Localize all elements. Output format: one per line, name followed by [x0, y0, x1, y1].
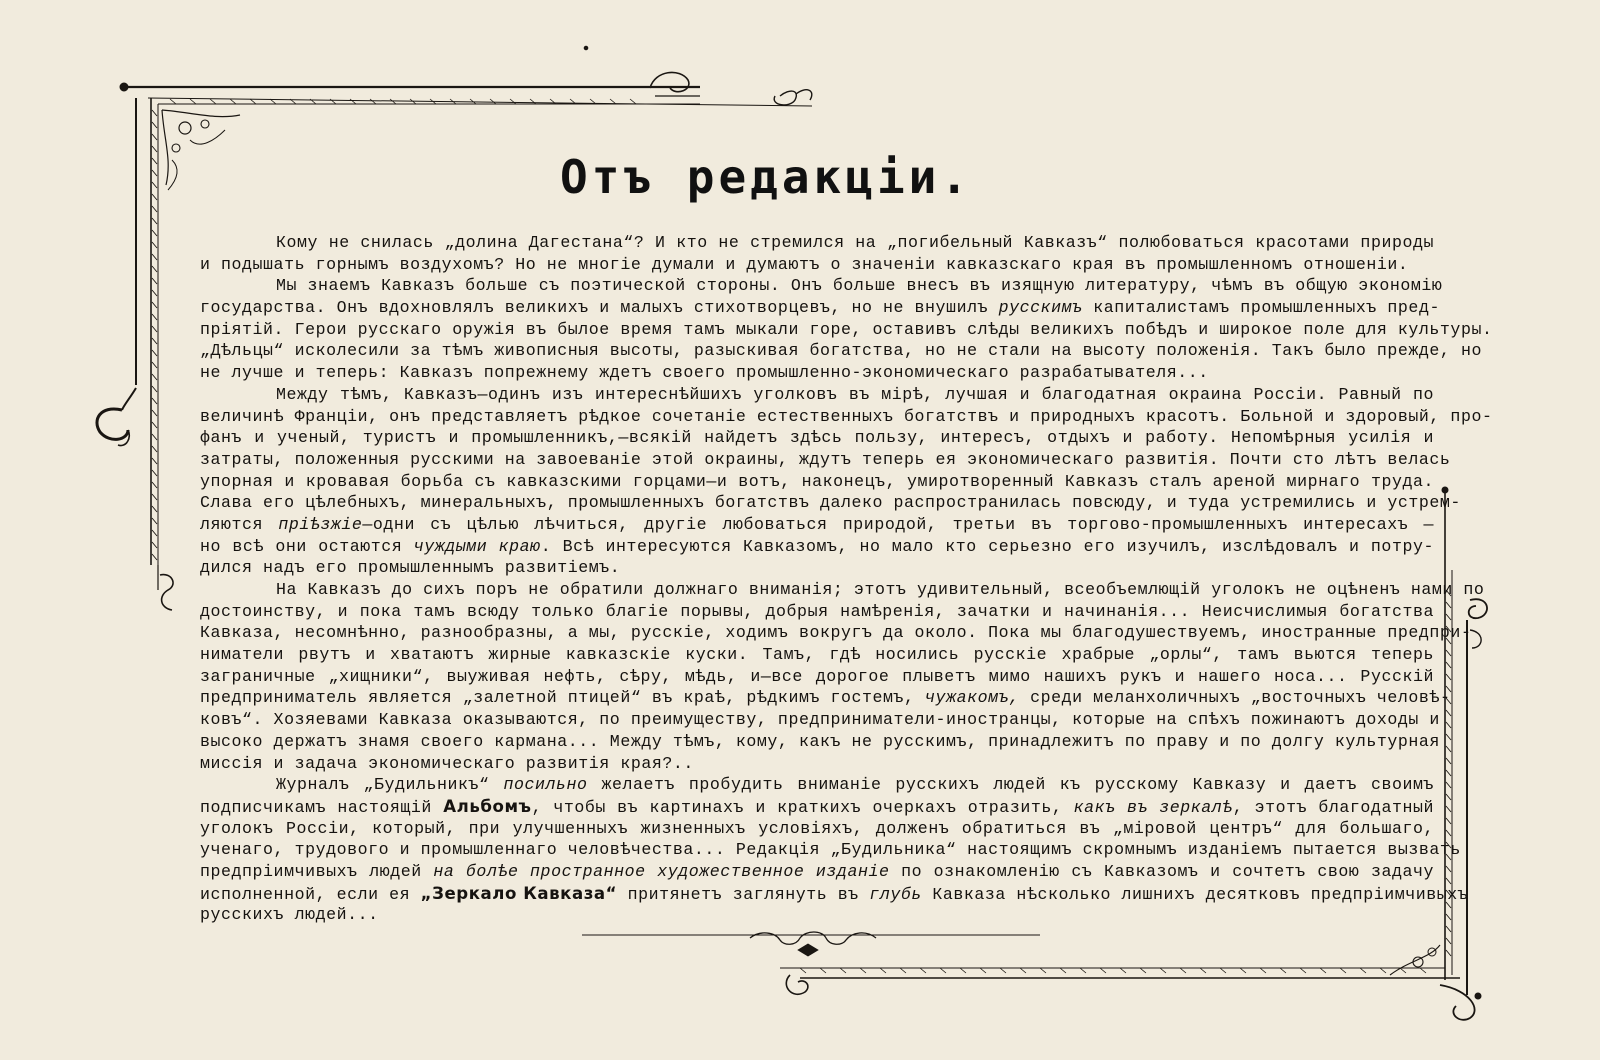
- text-segment: но всѣ они остаются: [200, 536, 414, 556]
- text-line: [200, 340, 1482, 362]
- text-segment: притянетъ заглянуть въ: [617, 884, 870, 904]
- text-segment: ниматели рвутъ и хватаютъ жирные кавказскіе куски. Тамъ, гдѣ носились русскіе храбрые „орлы“, тамъ вьются теперь: [200, 645, 1434, 665]
- emphasized-text: чужакомъ,: [925, 688, 1020, 708]
- text-segment: ковъ“. Хозяевами Кавказа оказываются, по преимуществу, предприниматели-иностранцы, которые на спѣхъ пожинаютъ доходы и: [200, 710, 1440, 730]
- emphasized-text: глубь: [869, 884, 922, 904]
- text-segment: пріятій. Герои русскаго оружія въ былое время тамъ мыкали горе, оставивъ слѣды великихъ побѣдъ и широкое поле для культуры.: [200, 319, 1493, 339]
- text-line: [200, 514, 1434, 536]
- text-line: [200, 536, 1434, 558]
- text-segment: —одни съ цѣлью лѣчиться, другіе любоваться природой, третьи въ торгово-промышленныхъ интересахъ —: [362, 514, 1435, 534]
- text-line: [200, 297, 1440, 319]
- text-line: [200, 818, 1434, 840]
- emphasized-text: на болѣе пространное художественное изданіе: [433, 861, 890, 881]
- text-segment: подписчикамъ настоящій: [200, 797, 444, 817]
- text-line: [200, 384, 1434, 406]
- text-segment: русскихъ людей...: [200, 905, 379, 925]
- text-line: [200, 579, 1485, 601]
- text-segment: заграничные „хищники“, выуживая нефть, сѣру, мѣдь, и—все дорогое плыветъ мимо нашихъ рукъ и нашего носа... Русскій: [200, 666, 1434, 686]
- text-line: [200, 449, 1451, 471]
- text-segment: , этотъ благодатный: [1232, 797, 1434, 817]
- text-line: [200, 406, 1493, 428]
- text-segment: „Дѣльцы“ исколесили за тѣмъ живописныя высоты, разыскивая богатства, но не стали на высоту положенія. Такъ было прежде, но: [200, 341, 1482, 361]
- text-line: [200, 687, 1451, 709]
- text-segment: . Всѣ интересуются Кавказомъ, но мало кто серьезно его изучилъ, изслѣдовалъ и потру-: [540, 536, 1434, 556]
- text-segment: дился надъ его промышленнымъ развитіемъ.: [200, 558, 621, 578]
- text-line: [200, 904, 1434, 926]
- emphasized-text: посильно: [503, 775, 588, 795]
- emphasized-text: русскимъ: [998, 298, 1083, 318]
- text-segment: Кому не снилась „долина Дагестана“? И кто не стремился на „погибельный Кавказъ“ полюбоваться красотами природы: [276, 233, 1434, 252]
- text-line: [200, 709, 1440, 731]
- text-line: [200, 883, 1469, 905]
- text-line: [200, 601, 1434, 623]
- text-segment: затраты, положенныя русскими на завоеваніе этой окраины, ждутъ теперь ея экономическаго развитія. Почти сто лѣтъ велась: [200, 449, 1451, 469]
- text-line: [200, 796, 1434, 818]
- text-segment: ляются: [200, 514, 279, 534]
- text-line: [200, 427, 1434, 449]
- text-segment: упорная и кровавая борьба съ кавказскими горцами—и вотъ, наконецъ, умиротворенный Кавказъ сталъ ареной мирнаго труда.: [200, 471, 1434, 491]
- text-line: [200, 622, 1472, 644]
- text-segment: высоко держатъ знамя своего кармана... Между тѣмъ, кому, какъ не русскимъ, принадлежитъ по праву и по долгу культурная: [200, 731, 1440, 751]
- text-segment: Между тѣмъ, Кавказъ—одинъ изъ интереснѣйшихъ уголковъ въ мірѣ, лучшая и благодатная окраина Россіи. Равный по: [276, 384, 1434, 404]
- text-segment: капиталистамъ промышленныхъ пред-: [1082, 298, 1440, 318]
- emphasized-text: Альбомъ: [443, 796, 532, 816]
- text-segment: На Кавказъ до сихъ поръ не обратили должнаго вниманія; этотъ удивительный, всеобъемлющій уголокъ не оцѣненъ нами по: [276, 580, 1485, 599]
- page-title: Отъ редакціи.: [560, 150, 973, 204]
- text-line: [200, 471, 1434, 493]
- text-segment: предпріимчивыхъ людей: [200, 861, 434, 881]
- text-line: [200, 557, 1434, 579]
- text-segment: по ознакомленію съ Кавказомъ и сочтетъ свою задачу: [889, 861, 1434, 881]
- text-segment: , чтобы въ картинахъ и краткихъ очеркахъ отразить,: [531, 797, 1074, 817]
- emphasized-text: пріѣзжіе: [278, 514, 363, 534]
- text-segment: и подышать горнымъ воздухомъ? Но не многіе думали и думаютъ о значеніи кавказскаго края въ промышленномъ отношеніи.: [200, 254, 1409, 274]
- text-segment: не лучше и теперь: Кавказъ попрежнему ждетъ своего промышленно-экономическаго разрабатывателя...: [200, 363, 1209, 383]
- emphasized-text: „Зеркало Кавказа“: [420, 883, 618, 903]
- text-segment: достоинству, и пока тамъ всюду только благіе порывы, добрыя намѣренія, зачатки и начинанія... Неисчислимыя богатства: [200, 601, 1434, 621]
- text-segment: Журналъ „Будильникъ“: [276, 775, 504, 795]
- emphasized-text: чуждыми краю: [413, 536, 541, 556]
- text-segment: предприниматель является „залетной птицей“ въ краѣ, рѣдкимъ гостемъ,: [200, 688, 926, 708]
- text-line: [200, 362, 1434, 384]
- text-segment: Мы знаемъ Кавказъ больше съ поэтической стороны. Онъ больше внесъ въ изящную литературу, чѣмъ въ общую экономію: [276, 276, 1443, 296]
- text-line: [200, 319, 1493, 341]
- text-segment: Кавказа нѣсколько лишнихъ десятковъ предпріимчивыхъ: [921, 884, 1469, 904]
- text-line: [200, 232, 1434, 254]
- text-segment: Слава его цѣлебныхъ, минеральныхъ, промышленныхъ богатствъ далеко распространилась повсюду, и туда устремились и устрем-: [200, 493, 1461, 513]
- text-segment: фанъ и ученый, туристъ и промышленникъ,—всякій найдетъ здѣсь пользу, интересъ, отдыхъ и работу. Непомѣрныя усилія и: [200, 428, 1434, 448]
- text-segment: Кавказа, несомнѣнно, разнообразны, а мы, русскіе, ходимъ вокругъ да около. Пока мы благодушествуемъ, иностранные предпри-: [200, 623, 1472, 643]
- text-line: [200, 666, 1434, 688]
- text-segment: среди меланхоличныхъ „восточныхъ человѣ-: [1019, 688, 1451, 708]
- text-line: [200, 492, 1461, 514]
- text-line: [200, 275, 1443, 297]
- text-line: [200, 839, 1461, 861]
- text-segment: ученаго, трудового и промышленнаго человѣчества... Редакція „Будильника“ настоящимъ скромнымъ изданіемъ пытается вызвать: [200, 840, 1461, 860]
- text-line: [200, 731, 1440, 753]
- text-line: [200, 753, 1434, 775]
- text-segment: миссія и задача экономическаго развитія края?..: [200, 753, 694, 773]
- emphasized-text: какъ въ зеркалѣ: [1073, 797, 1233, 817]
- text-segment: уголокъ Россіи, который, при улучшенныхъ жизненныхъ условіяхъ, долженъ обратиться въ „міровой центръ“ для большаго,: [200, 818, 1434, 838]
- editorial-text: [200, 232, 1493, 926]
- text-line: [200, 774, 1434, 796]
- text-segment: желаетъ пробудить вниманіе русскихъ людей къ русскому Кавказу и даетъ своимъ: [587, 775, 1435, 795]
- text-line: [200, 861, 1434, 883]
- text-segment: государства. Онъ вдохновлялъ великихъ и малыхъ стихотворцевъ, но не внушилъ: [200, 298, 999, 318]
- text-line: [200, 254, 1434, 276]
- text-segment: исполненной, если ея: [200, 884, 421, 904]
- text-line: [200, 644, 1434, 666]
- text-segment: величинѣ Франціи, онъ представляетъ рѣдкое сочетаніе естественныхъ богатствъ и природныхъ красотъ. Больной и здоровый, про-: [200, 406, 1493, 426]
